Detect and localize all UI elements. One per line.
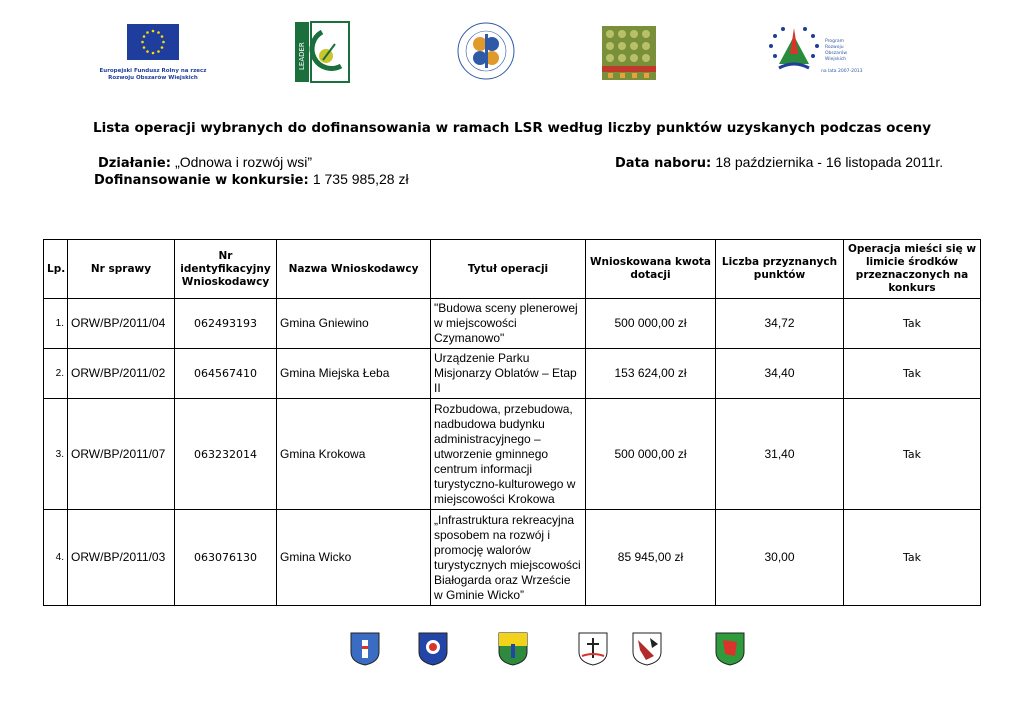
eu-flag-logo xyxy=(127,24,179,60)
svg-text:Obszarów: Obszarów xyxy=(825,51,848,56)
crest-blue-icon xyxy=(418,632,448,666)
top-logo-bar xyxy=(0,18,1024,88)
cell-limit: Tak xyxy=(844,510,981,606)
header-kwota: Wnioskowana kwota dotacji xyxy=(586,240,716,299)
table-row xyxy=(44,399,981,510)
cell-lp: 3. xyxy=(44,399,68,510)
table-row xyxy=(44,299,981,349)
cell-tytul: Urządzenie Parku Misjonarzy Oblatów – Etap II xyxy=(431,349,586,399)
cell-lp: 4. xyxy=(44,510,68,606)
svg-text:Program: Program xyxy=(825,39,844,44)
cell-limit: Tak xyxy=(844,399,981,510)
table-header-row xyxy=(44,240,981,299)
cell-punkty: 34,72 xyxy=(716,299,844,349)
dzialanie-line xyxy=(98,154,312,171)
svg-text:Wiejskich: Wiejskich xyxy=(825,57,847,62)
cell-limit: Tak xyxy=(844,299,981,349)
header-punkty: Liczba przyznanych punktów xyxy=(716,240,844,299)
dofinansowanie-line xyxy=(94,171,409,188)
cell-nr-sprawy: ORW/BP/2011/07 xyxy=(68,399,175,510)
cell-punkty: 30,00 xyxy=(716,510,844,606)
header-nr-sprawy: Nr sprawy xyxy=(68,240,175,299)
cell-nr-id: 063076130 xyxy=(175,510,277,606)
crest-lighthouse-icon xyxy=(350,632,380,666)
cell-lp: 2. xyxy=(44,349,68,399)
cell-nazwa: Gmina Gniewino xyxy=(277,299,431,349)
data-naboru-label: Data naboru: xyxy=(615,156,712,171)
cell-nazwa: Gmina Wicko xyxy=(277,510,431,606)
dzialanie-label: Działanie: xyxy=(98,156,171,171)
lgd-seal-logo xyxy=(456,20,516,82)
cell-kwota: 153 624,00 zł xyxy=(586,349,716,399)
cell-lp: 1. xyxy=(44,299,68,349)
table-row xyxy=(44,510,981,606)
data-naboru-line xyxy=(615,154,943,171)
document-title: Lista operacji wybranych do dofinansowania w ramach LSR według liczby punktów uzyskanych podczas oceny xyxy=(92,120,932,136)
cell-nazwa: Gmina Miejska Łeba xyxy=(277,349,431,399)
cell-kwota: 500 000,00 zł xyxy=(586,399,716,510)
cell-kwota: 85 945,00 zł xyxy=(586,510,716,606)
dzialanie-value: „Odnowa i rozwój wsi” xyxy=(175,154,312,170)
cell-nr-sprawy: ORW/BP/2011/04 xyxy=(68,299,175,349)
cell-limit: Tak xyxy=(844,349,981,399)
prow-logo xyxy=(765,24,863,80)
svg-text:na lata 2007-2013: na lata 2007-2013 xyxy=(821,69,863,74)
header-limit: Operacja mieści się w limicie środków przeznaczonych na konkurs xyxy=(844,240,981,299)
lgd-mosaic-logo xyxy=(602,26,656,80)
crest-green-griffin-icon xyxy=(715,632,745,666)
cell-nr-sprawy: ORW/BP/2011/02 xyxy=(68,349,175,399)
cell-nr-id: 063232014 xyxy=(175,399,277,510)
crest-cross-icon xyxy=(578,632,608,666)
leader-logo xyxy=(295,22,349,82)
cell-tytul: "Budowa sceny plenerowej w miejscowości Czymanowo" xyxy=(431,299,586,349)
cell-nr-id: 064567410 xyxy=(175,349,277,399)
cell-tytul: Rozbudowa, przebudowa, nadbudowa budynku administracyjnego – utworzenie gminnego centrum informacji turystyczno-kulturowego w miejscowości Krokowa xyxy=(431,399,586,510)
dofinansowanie-label: Dofinansowanie w konkursie: xyxy=(94,173,309,188)
header-nazwa: Nazwa Wnioskodawcy xyxy=(277,240,431,299)
cell-nr-sprawy: ORW/BP/2011/03 xyxy=(68,510,175,606)
cell-nazwa: Gmina Krokowa xyxy=(277,399,431,510)
municipal-crests-bar xyxy=(0,632,1024,672)
crest-yellow-green-icon xyxy=(498,632,528,666)
header-nr-id: Nr identyfikacyjny Wnioskodawcy xyxy=(175,240,277,299)
data-naboru-value: 18 października - 16 listopada 2011r. xyxy=(715,154,944,170)
header-tytul: Tytuł operacji xyxy=(431,240,586,299)
svg-text:Rozwoju: Rozwoju xyxy=(825,45,844,50)
crest-griffin-icon xyxy=(632,632,662,666)
table-row xyxy=(44,349,981,399)
svg-text:LEADER: LEADER xyxy=(298,42,306,70)
operations-table xyxy=(43,239,981,606)
cell-punkty: 31,40 xyxy=(716,399,844,510)
header-lp: Lp. xyxy=(44,240,68,299)
cell-punkty: 34,40 xyxy=(716,349,844,399)
cell-kwota: 500 000,00 zł xyxy=(586,299,716,349)
cell-nr-id: 062493193 xyxy=(175,299,277,349)
eu-caption: Europejski Fundusz Rolny na rzecz Rozwoju Obszarów Wiejskich xyxy=(99,68,207,81)
dofinansowanie-value: 1 735 985,28 zł xyxy=(312,171,409,187)
cell-tytul: „Infrastruktura rekreacyjna sposobem na rozwój i promocję walorów turystycznych miejscowości Białogarda oraz Wrzeście w Gminie Wicko” xyxy=(431,510,586,606)
